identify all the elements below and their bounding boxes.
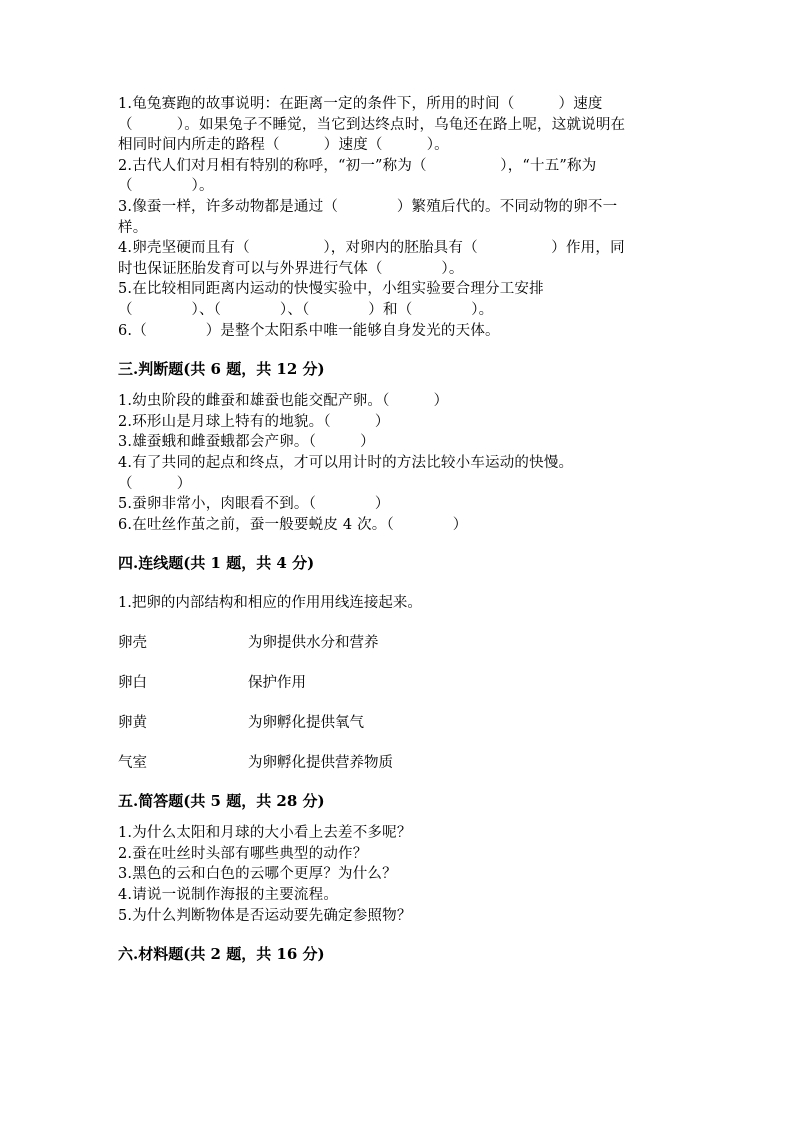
matching-row bbox=[118, 713, 678, 733]
fill-in-line: 3.像蚕一样，许多动物都是通过（ ）繁殖后代的。不同动物的卵不一 bbox=[118, 198, 618, 215]
section-title-matching: 四.连线题(共 1 题，共 4 分) bbox=[118, 554, 315, 573]
question-line: 1.为什么太阳和月球的大小看上去差不多呢？ bbox=[118, 825, 412, 842]
fill-in-questions bbox=[118, 94, 678, 341]
section-title-material: 六.材料题(共 2 题，共 16 分) bbox=[118, 945, 325, 964]
matching-intro: 1.把卵的内部结构和相应的作用用线连接起来。 bbox=[118, 595, 422, 612]
question-line: （ ） bbox=[118, 475, 192, 492]
fill-in-line: 相同时间内所走的路程（ ）速度（ ）。 bbox=[118, 137, 449, 154]
fill-in-line: 时也保证胚胎发育可以与外界进行气体（ ）。 bbox=[118, 260, 464, 277]
matching-left-item: 卵黄 bbox=[118, 715, 147, 732]
question-line: 5.为什么判断物体是否运动要先确定参照物？ bbox=[118, 907, 412, 924]
question-line: 3.雄蚕蛾和雌蚕蛾都会产卵。（ ） bbox=[118, 434, 375, 451]
matching-left-item: 气室 bbox=[118, 755, 147, 772]
fill-in-line: 1.龟兔赛跑的故事说明：在距离一定的条件下，所用的时间（ ）速度 bbox=[118, 96, 603, 112]
matching-right-item: 为卵提供水分和营养 bbox=[248, 635, 379, 652]
fill-in-line: （ ）。 bbox=[118, 178, 214, 195]
question-line: 1.幼虫阶段的雌蚕和雄蚕也能交配产卵。（ ） bbox=[118, 393, 449, 410]
judgement-questions bbox=[118, 391, 678, 535]
question-line: 3.黑色的云和白色的云哪个更厚？为什么？ bbox=[118, 866, 397, 883]
matching-row bbox=[118, 633, 678, 653]
fill-in-line: 6.（ ）是整个太阳系中唯一能够自身发光的天体。 bbox=[118, 322, 500, 339]
matching-right-item: 保护作用 bbox=[248, 675, 306, 692]
question-line: 5.蚕卵非常小，肉眼看不到。（ ） bbox=[118, 496, 390, 513]
question-line: 4.有了共同的起点和终点，才可以用计时的方法比较小车运动的快慢。 bbox=[118, 454, 574, 471]
matching-row bbox=[118, 673, 678, 693]
question-line: 2.环形山是月球上特有的地貌。（ ） bbox=[118, 413, 390, 430]
fill-in-line: 4.卵壳坚硬而且有（ ），对卵内的胚胎具有（ ）作用，同 bbox=[118, 240, 625, 257]
fill-in-line: 5.在比较相同距离内运动的快慢实验中，小组实验要合理分工安排 bbox=[118, 281, 544, 298]
matching-right-item: 为卵孵化提供营养物质 bbox=[248, 755, 393, 772]
short-answer-questions bbox=[118, 823, 678, 926]
fill-in-line: （ ）、（ ）、（ ）和（ ）。 bbox=[118, 301, 494, 318]
matching-left-item: 卵白 bbox=[118, 675, 147, 692]
question-line: 6.在吐丝作茧之前，蚕一般要蜕皮 4 次。（ ） bbox=[118, 516, 468, 533]
fill-in-line: 样。 bbox=[118, 219, 148, 236]
section-title-short-answer: 五.简答题(共 5 题，共 28 分) bbox=[118, 792, 325, 811]
exam-page bbox=[118, 94, 678, 964]
question-line: 4.请说一说制作海报的主要流程。 bbox=[118, 887, 339, 904]
matching-right-item: 为卵孵化提供氧气 bbox=[248, 715, 364, 732]
matching-left-item: 卵壳 bbox=[118, 635, 147, 652]
fill-in-line: 2.古代人们对月相有特别的称呼，“初一”称为（ ），“十五”称为 bbox=[118, 157, 597, 174]
matching-row bbox=[118, 753, 678, 773]
section-title-judgement: 三.判断题(共 6 题，共 12 分) bbox=[118, 360, 325, 379]
fill-in-line: （ ）。如果兔子不睡觉，当它到达终点时，乌龟还在路上呢，这就说明在 bbox=[118, 116, 626, 133]
question-line: 2.蚕在吐丝时头部有哪些典型的动作？ bbox=[118, 845, 368, 862]
